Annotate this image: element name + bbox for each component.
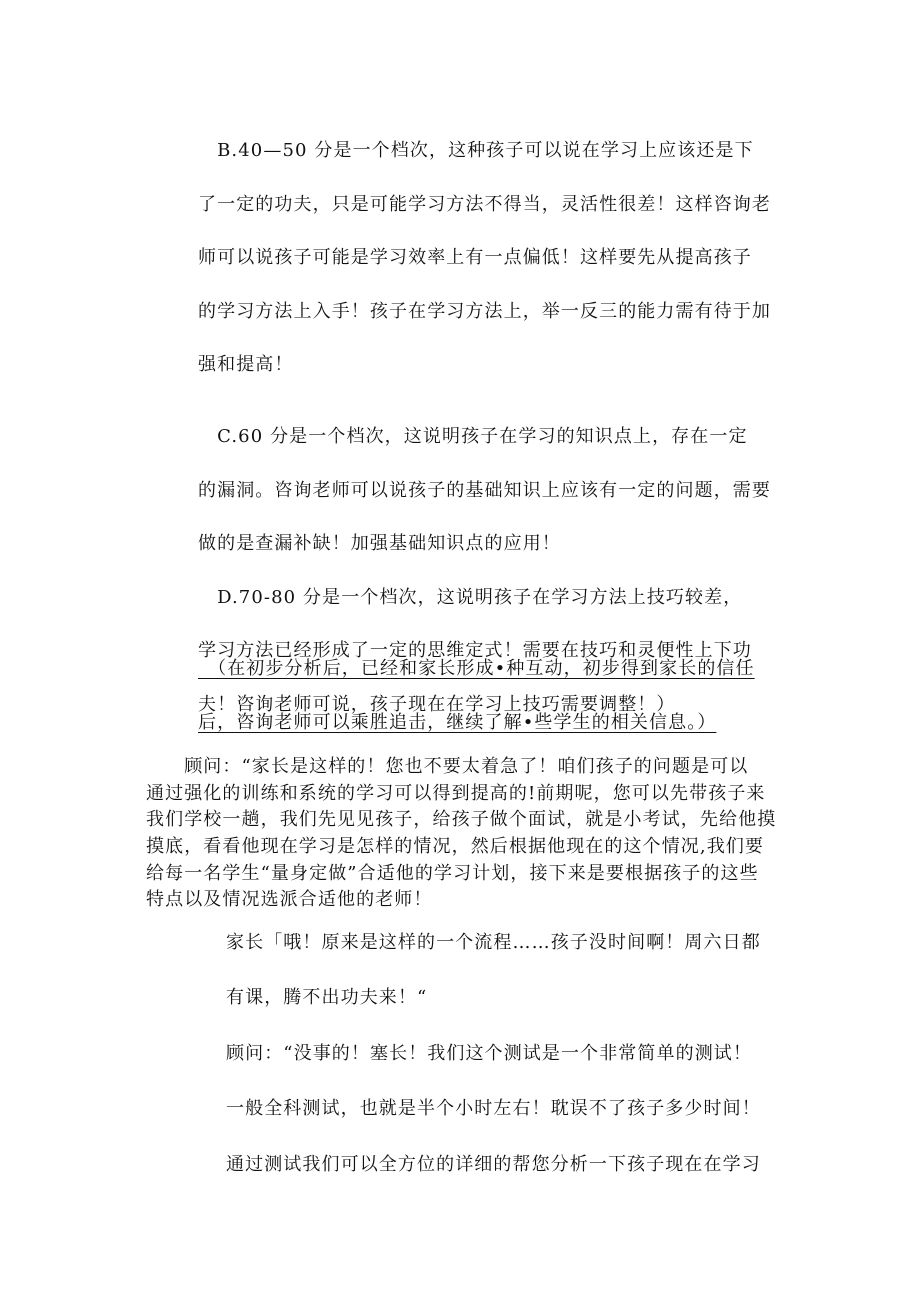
text-line: 家长「哦！原来是这样的一个流程……孩子没时间啊！周六日都 [226, 932, 761, 953]
consultant-paragraph [146, 754, 806, 914]
text-line: 强和提高！ [198, 354, 294, 376]
text-line: 有课，腾不出功夫来！“ [226, 987, 428, 1009]
text-line: 顾问：“没事的！塞长！我们这个测试是一个非常简单的测试！ [226, 1042, 752, 1064]
text-line: 学习方法已经形成了一定的思维定式！需要在技巧和灵便性上下功 [198, 640, 752, 662]
text-line: 做的是查漏补缺！加强基础知识点的应用！ [198, 533, 561, 555]
text-line: D.70-80 分是一个档次，这说明孩子在学习方法上技巧较差， [198, 586, 743, 608]
underlined-text-line: 后，咨询老师可以乘胜追击，继续了解•些学生的相关信息。） [198, 711, 717, 733]
text-line: C.60 分是一个档次，这说明孩子在学习的知识点上，存在一定 [198, 425, 748, 447]
text-line: 了一定的功夫，只是可能学习方法不得当，灵活性很差！这样咨询老 [198, 193, 771, 215]
text-line: 摸底，看看他现在学习是怎样的情况，然后根据他现在的这个情况,我们要 [146, 836, 765, 858]
option-b-paragraph [198, 136, 804, 404]
text-line: 夫！咨询老师可说，孩子现在在学习上技巧需要调整！） [198, 693, 676, 715]
analysis-note [198, 654, 804, 761]
text-line: 顾问：“家长是这样的！您也不要太着急了！咱们孩子的问题是可以 [146, 756, 749, 777]
option-c-paragraph [198, 422, 804, 583]
text-line: 给每一名学生“量身定做”合适他的学习计划，接下来是要根据孩子的这些 [146, 862, 759, 884]
underlined-text-line: （在初步分析后，已经和家长形成•种互动，初步得到家长的信任 [198, 658, 755, 679]
text-line: 通过测试我们可以全方位的详细的帮您分析一下孩子现在在学习 [226, 1153, 761, 1175]
dialogue-section [226, 928, 806, 1205]
text-line: B.40—50 分是一个档次，这种孩子可以说在学习上应该还是下 [198, 140, 754, 161]
text-line: 一般全科测试，也就是半个小时左右！耽误不了孩子多少时间！ [226, 1098, 761, 1120]
text-line: 师可以说孩子可能是学习效率上有一点偏低！这样要先从提高孩子 [198, 247, 752, 269]
text-line: 的学习方法上入手！孩子在学习方法上，举一反三的能力需有待于加 [198, 300, 771, 322]
text-line: 通过强化的训练和系统的学习可以得到提高的!前期呢，您可以先带孩子来 [146, 782, 766, 804]
text-line: 的漏洞。咨询老师可以说孩子的基础知识上应该有一定的问题，需要 [198, 479, 771, 501]
text-line: 我们学校一趟，我们先见见孩子，给孩子做个面试，就是小考试，先给他摸 [146, 809, 777, 831]
score-options [198, 118, 804, 744]
text-line: 特点以及情况选派合适他的老师！ [146, 889, 433, 911]
